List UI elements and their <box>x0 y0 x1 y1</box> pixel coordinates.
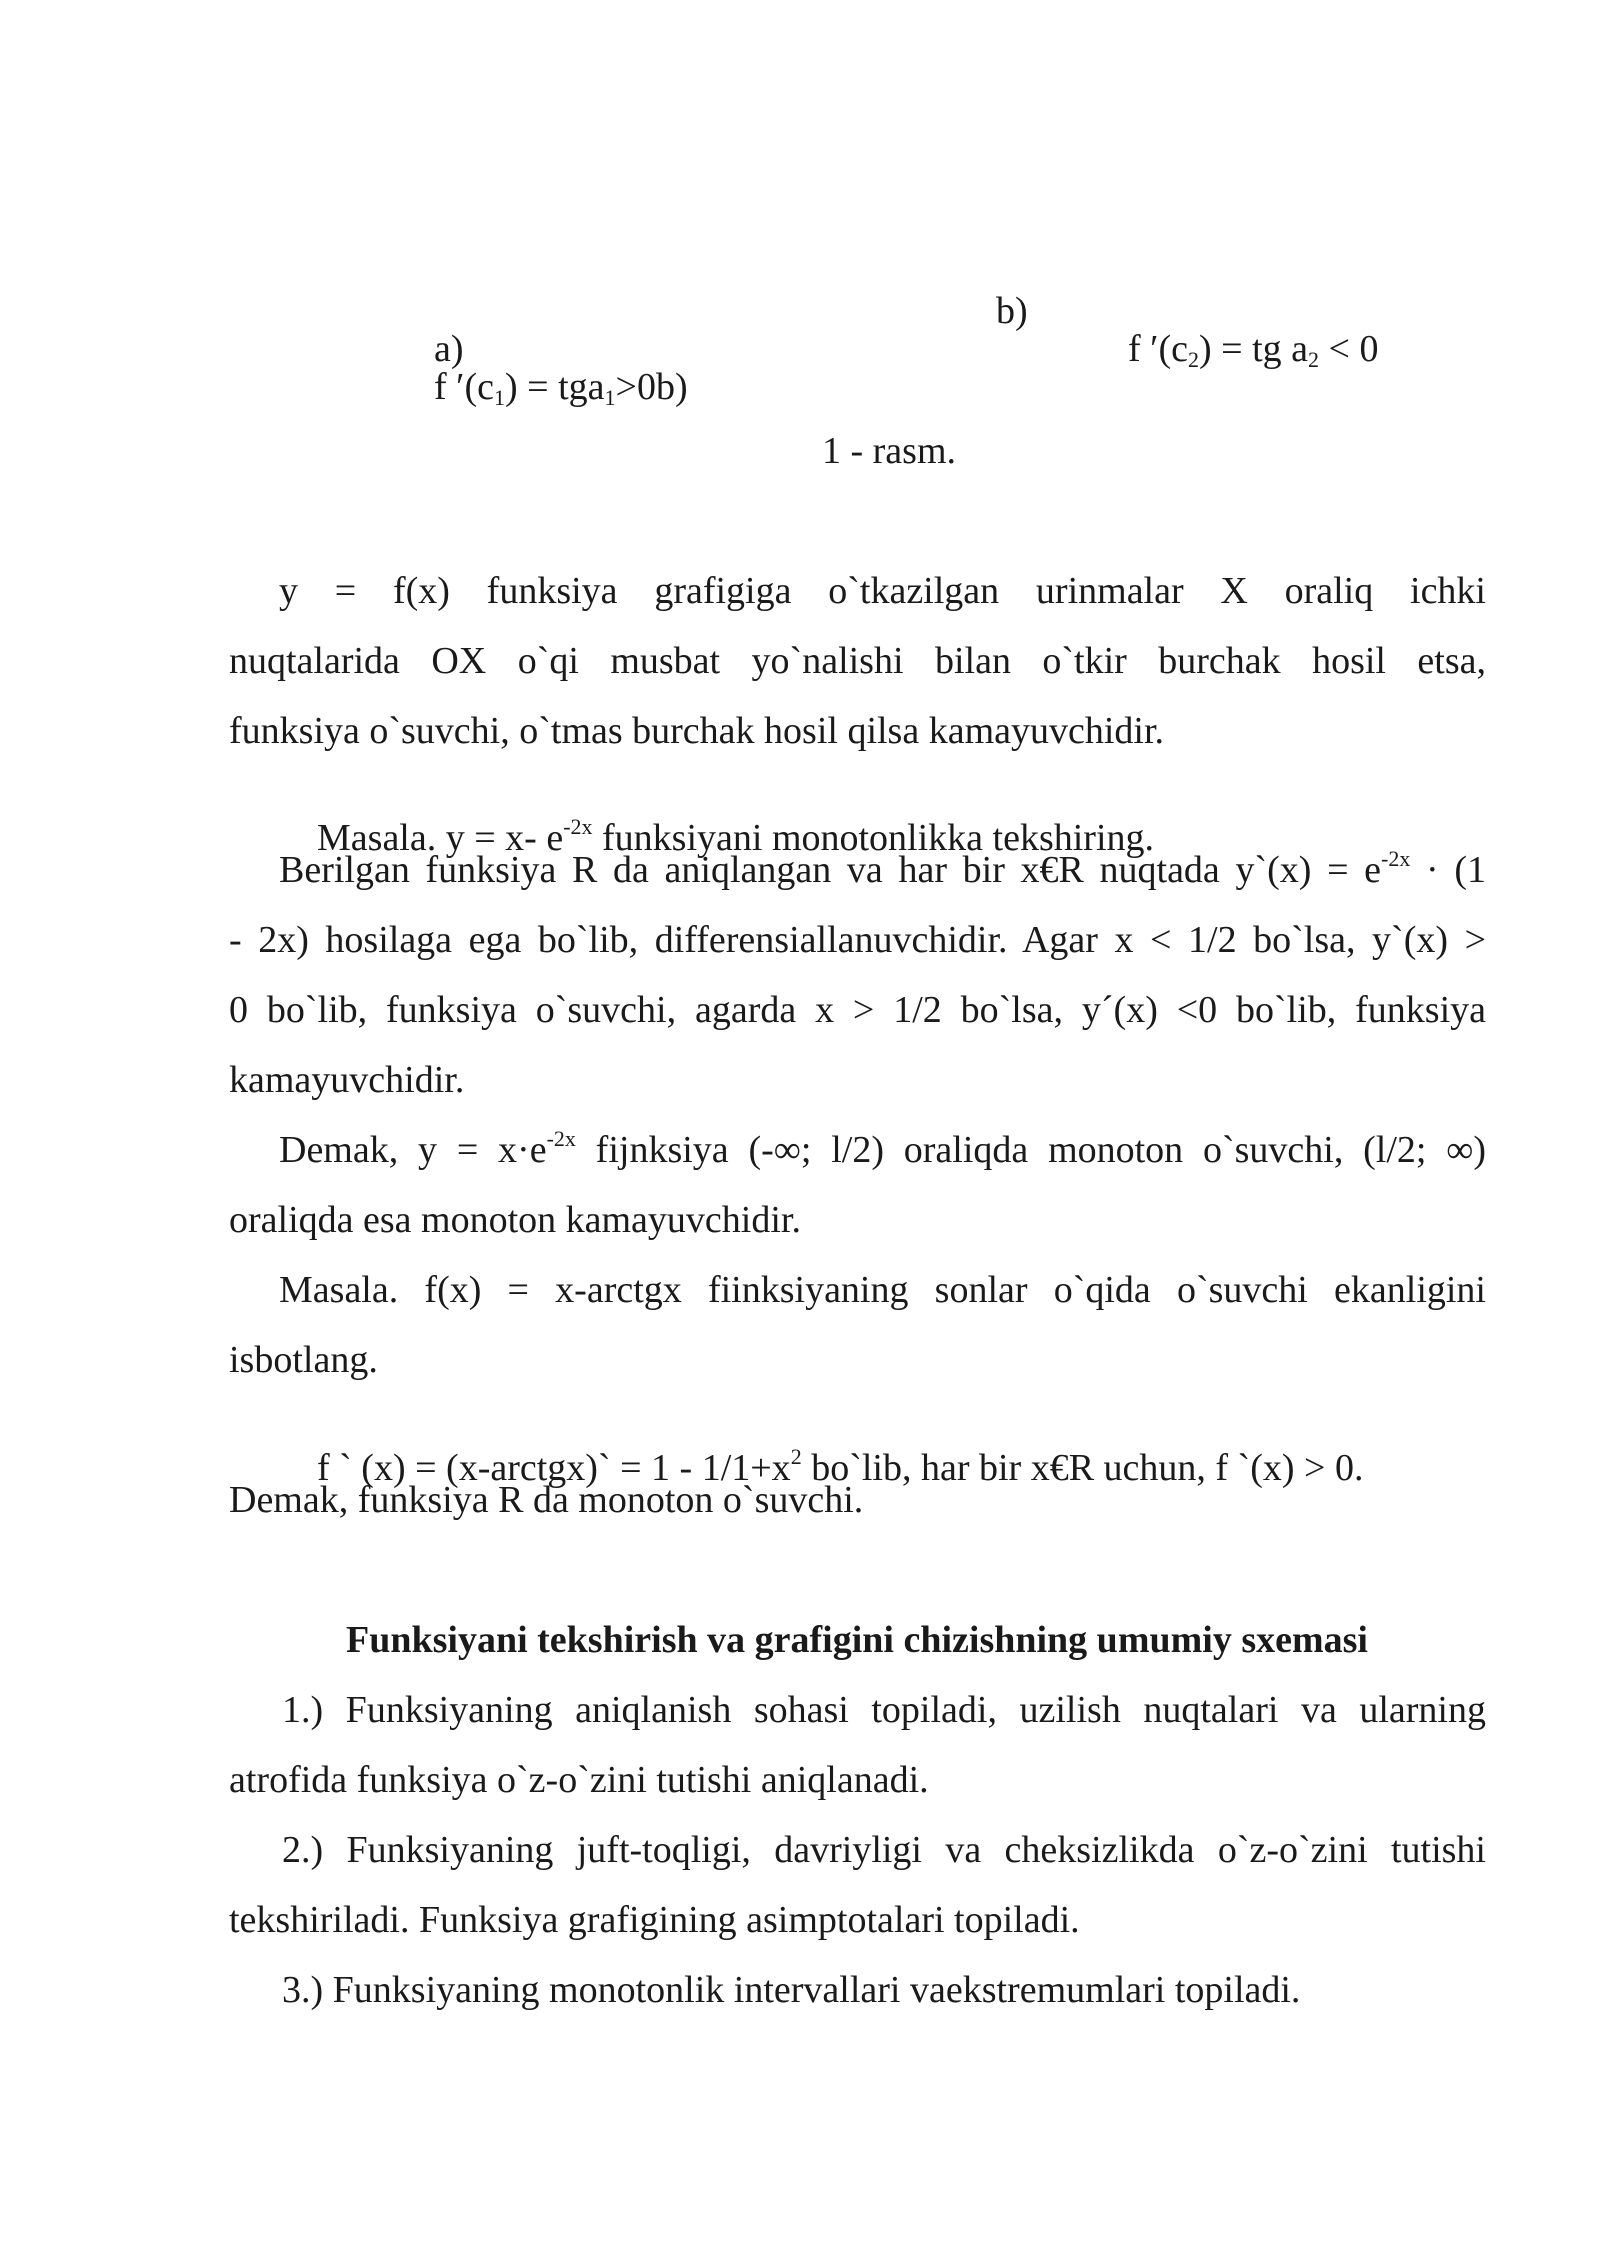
paragraph-2-sup: -2x <box>563 814 593 839</box>
paragraph-3-sup: -2x <box>1381 846 1411 871</box>
formula-b <box>1090 292 1378 406</box>
formula-a-sub: 1 <box>494 385 505 410</box>
paragraph-3-post: · (1 <box>1410 849 1487 891</box>
paragraph-4-pre: Demak, y = x·e <box>279 1129 547 1171</box>
formula-a-label: a) <box>434 328 464 370</box>
section-heading: Funksiyani tekshirish va grafigini chizishning umumiy sxemasi <box>346 1619 1368 1661</box>
paragraph-1-line-2: nuqtalarida OX o`qi musbat yo`nalishi bilan o`tkir burchak hosil etsa, <box>229 640 1486 682</box>
list-item-3-line-1: 3.) Funksiyaning monotonlik intervallari vaekstremumlari topiladi. <box>282 1969 1301 2011</box>
formula-b-sub2: 2 <box>1308 347 1320 372</box>
formula-b-mid: ) = tg a <box>1199 328 1309 370</box>
paragraph-3-line-3: 0 bo`lib, funksiya o`suvchi, agarda x > 1/2 bo`lsa, y´(x) <0 bo`lib, funksiya <box>229 989 1486 1031</box>
paragraph-3-line-2: - 2x) hosilaga ega bo`lib, differensiallanuvchidir. Agar x < 1/2 bo`lsa, y`(x) > <box>229 919 1486 961</box>
paragraph-2-post: funksiyani monotonlikka tekshiring. <box>592 817 1155 859</box>
paragraph-6-sup: 2 <box>790 1444 802 1469</box>
paragraph-1-line-3: funksiya o`suvchi, o`tmas burchak hosil qilsa kamayuvchidir. <box>229 710 1165 752</box>
paragraph-5-line-1: Masala. f(x) = x-arctgx fiinksiyaning sonlar o`qida o`suvchi ekanligini <box>279 1269 1486 1311</box>
formula-a-sub2: 1 <box>604 385 616 410</box>
formula-b-prefix: f ′(c <box>1128 328 1188 370</box>
paragraph-3-pre: Berilgan funksiya R da aniqlangan va har bir x€R nuqtada y`(x) = e <box>279 849 1382 891</box>
list-item-2-line-2: tekshiriladi. Funksiya grafigining asimptotalari topiladi. <box>229 1899 1080 1941</box>
paragraph-6-pre: f ` (x) = (x-arctgx)` = 1 - 1/1+x <box>317 1447 791 1489</box>
formula-a-suffix: >0b) <box>615 366 688 408</box>
paragraph-4-line-1 <box>279 1126 1486 1171</box>
paragraph-3-line-1 <box>279 846 1487 891</box>
paragraph-4-line-2: oraliqda esa monoton kamayuvchidir. <box>229 1199 801 1241</box>
formula-a-prefix: f ′(c <box>434 366 494 408</box>
paragraph-5-line-2: isbotlang. <box>229 1339 378 1381</box>
formula-b-label: b) <box>996 290 1028 332</box>
list-item-1-line-2: atrofida funksiya o`z-o`zini tutishi aniqlanadi. <box>229 1759 929 1801</box>
paragraph-4-sup: -2x <box>546 1126 576 1151</box>
formula-b-sub: 2 <box>1188 347 1199 372</box>
paragraph-1-line-1: y = f(x) funksiya grafigiga o`tkazilgan urinmalar X oraliq ichki <box>279 570 1486 612</box>
paragraph-4-post: fijnksiya (-∞; l/2) oraliqda monoton o`suvchi, (l/2; ∞) <box>575 1129 1486 1171</box>
paragraph-2-pre: Masala. y = x- e <box>317 817 564 859</box>
formula-b-suffix: < 0 <box>1319 328 1379 370</box>
formula-a <box>396 292 688 444</box>
formula-a-mid: ) = tga <box>505 366 605 408</box>
list-item-2-line-1: 2.) Funksiyaning juft-toqligi, davriyligi va cheksizlikda o`z-o`zini tutishi <box>282 1829 1486 1871</box>
paragraph-3-line-4: kamayuvchidir. <box>229 1059 465 1101</box>
figure-caption: 1 - rasm. <box>822 430 957 472</box>
paragraph-6-line-2: Demak, funksiya R da monoton o`suvchi. <box>229 1479 864 1521</box>
paragraph-6-post: bo`lib, har bir x€R uchun, f `(x) > 0. <box>801 1447 1364 1489</box>
list-item-1-line-1: 1.) Funksiyaning aniqlanish sohasi topiladi, uzilish nuqtalari va ularning <box>282 1689 1486 1731</box>
